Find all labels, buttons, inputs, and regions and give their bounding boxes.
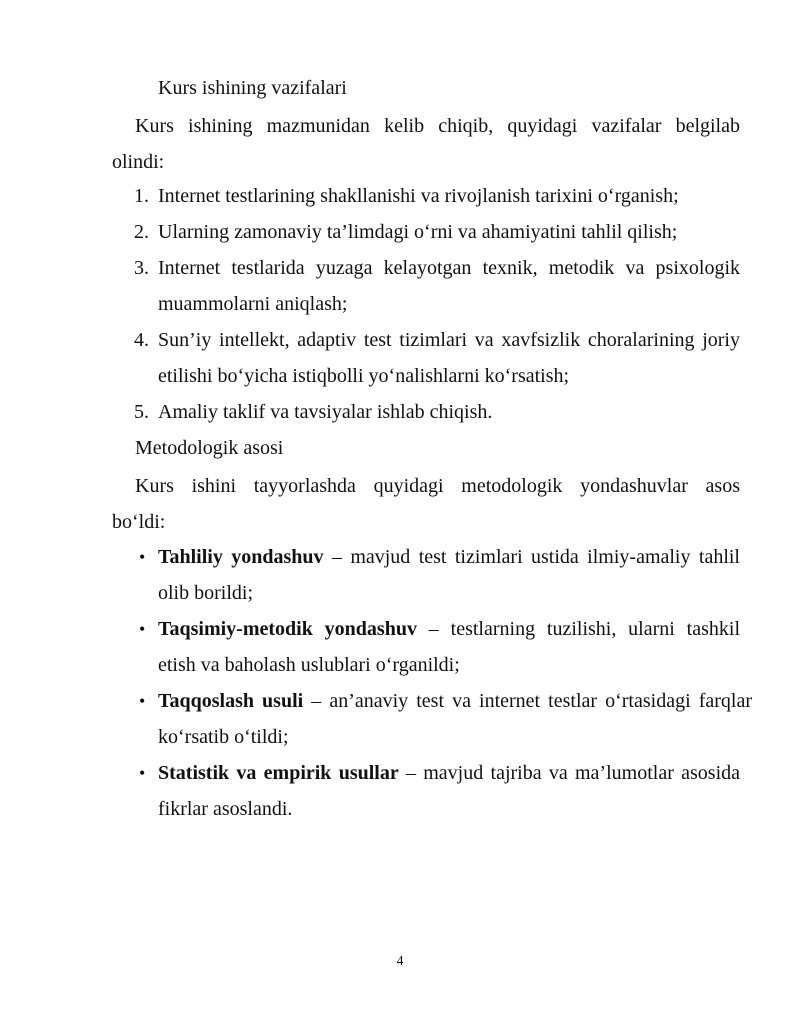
paragraph-methodology-intro-line1: Kurs ishini tayyorlashda quyidagi metodologik yondashuvlar asos: [135, 475, 740, 497]
list-item-text: Ularning zamonaviy ta’limdagi o‘rni va ahamiyatini tahlil qilish;: [158, 221, 678, 243]
list-item-text: Internet testlarining shakllanishi va rivojlanish tarixini o‘rganish;: [158, 185, 679, 207]
bullet-item-description: – testlarning tuzilishi, ularni tashkil: [416, 618, 740, 640]
bullet-item-line2: ko‘rsatib o‘tildi;: [158, 726, 289, 748]
bullet-icon: •: [139, 691, 146, 711]
bullet-item-description: – mavjud test tizimlari ustida ilmiy-amaliy tahlil: [323, 546, 740, 568]
bullet-item-line1: [158, 617, 740, 641]
bullet-icon: •: [139, 619, 146, 639]
bullet-item-description: – mavjud tajriba va ma’lumotlar asosida: [398, 762, 740, 784]
list-item-text: muammolarni aniqlash;: [158, 293, 348, 315]
list-number: 3.: [134, 257, 149, 279]
list-item-text: Amaliy taklif va tavsiyalar ishlab chiqish.: [158, 401, 493, 423]
list-item-text: Sun’iy intellekt, adaptiv test tizimlari va xavfsizlik choralarining joriy: [158, 329, 740, 351]
bullet-item-line2: etish va baholash uslublari o‘rganildi;: [158, 654, 460, 676]
bullet-icon: •: [139, 763, 146, 783]
bullet-item-line1: [158, 545, 740, 569]
bullet-icon: •: [139, 547, 146, 567]
paragraph-methodology-intro-line2: bo‘ldi:: [112, 511, 166, 533]
bullet-item-term: Taqqoslash usuli: [158, 690, 304, 712]
list-number: 5.: [134, 401, 149, 423]
bullet-item-description: – an’anaviy test va internet testlar o‘rtasidagi farqlar: [303, 690, 752, 712]
bullet-item-line1: [158, 689, 752, 713]
paragraph-tasks-intro-line2: olindi:: [112, 151, 165, 173]
list-number: 4.: [134, 329, 149, 351]
bullet-item-term: Statistik va empirik usullar: [158, 762, 399, 784]
list-item-text: Internet testlarida yuzaga kelayotgan texnik, metodik va psixologik: [158, 257, 740, 279]
section-heading-methodology: Metodologik asosi: [135, 437, 284, 459]
bullet-item-line2: olib borildi;: [158, 582, 253, 604]
bullet-item-line2: fikrlar asoslandi.: [158, 798, 293, 820]
paragraph-tasks-intro-line1: Kurs ishining mazmunidan kelib chiqib, quyidagi vazifalar belgilab: [135, 115, 740, 137]
bullet-item-term: Tahliliy yondashuv: [158, 546, 324, 568]
bullet-item-line1: [158, 761, 740, 785]
page-number: 4: [396, 954, 404, 969]
section-heading-tasks: Kurs ishining vazifalari: [158, 77, 347, 99]
list-item-text: etilishi bo‘yicha istiqbolli yo‘nalishlarni ko‘rsatish;: [158, 365, 570, 387]
list-number: 1.: [134, 185, 149, 207]
bullet-item-term: Taqsimiy-metodik yondashuv: [158, 618, 417, 640]
list-number: 2.: [134, 221, 149, 243]
